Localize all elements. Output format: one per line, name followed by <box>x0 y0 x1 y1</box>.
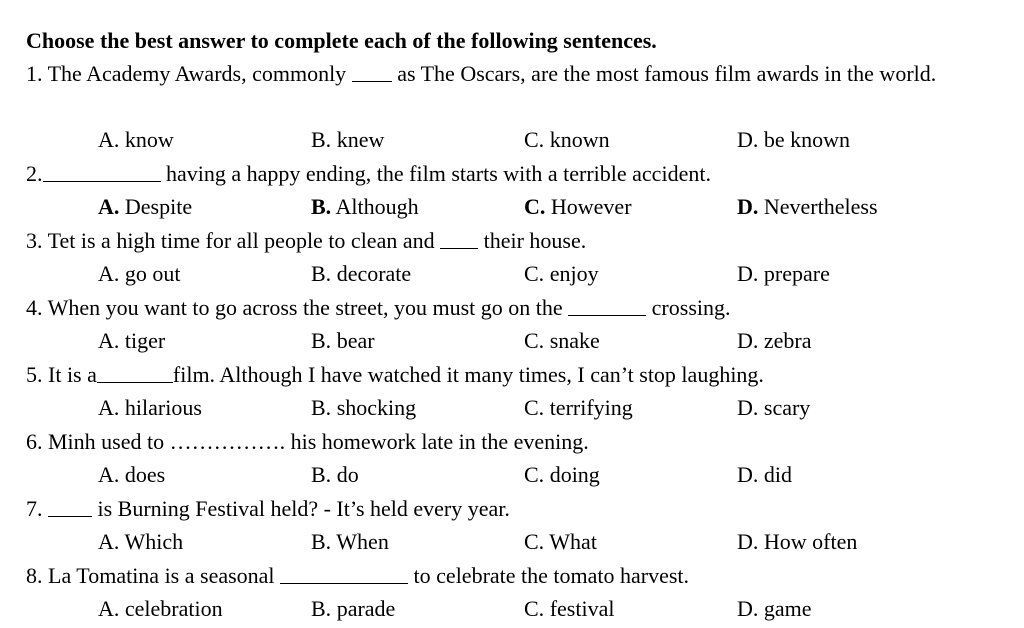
option-b[interactable] <box>311 257 524 291</box>
option-a[interactable] <box>98 391 311 425</box>
option-text: game <box>758 596 812 621</box>
option-text: However <box>545 194 632 219</box>
option-letter: A. <box>98 529 120 554</box>
options-8 <box>26 592 1016 626</box>
option-letter: C. <box>524 127 545 152</box>
option-letter: D. <box>737 127 759 152</box>
option-text: terrifying <box>544 395 633 420</box>
question-text-before: Minh used to <box>42 429 170 454</box>
option-d[interactable] <box>737 123 950 157</box>
option-letter: A. <box>98 596 120 621</box>
option-letter: C. <box>524 529 545 554</box>
option-text: Which <box>119 529 184 554</box>
option-text: decorate <box>331 261 412 286</box>
options-3 <box>26 257 1016 291</box>
options-5 <box>26 391 1016 425</box>
options-4 <box>26 324 1016 358</box>
option-text: zebra <box>758 328 812 353</box>
option-a[interactable] <box>98 123 311 157</box>
option-d[interactable] <box>737 257 950 291</box>
question-text-after: as The Oscars, are the most famous film awards in the world. <box>391 61 937 86</box>
option-letter: B. <box>311 194 332 219</box>
question-6 <box>26 425 1016 458</box>
question-text-after: crossing. <box>646 295 731 320</box>
question-text-after: is Burning Festival held? - It’s held every year. <box>92 496 510 521</box>
option-text: does <box>119 462 166 487</box>
option-c[interactable] <box>524 190 737 224</box>
option-letter: C. <box>524 596 545 621</box>
option-b[interactable] <box>311 190 524 224</box>
options-1 <box>26 123 1016 157</box>
question-number: 3. <box>26 228 43 253</box>
instruction-heading: Choose the best answer to complete each of the following sentences. <box>26 28 657 53</box>
option-letter: B. <box>311 261 332 286</box>
option-text: go out <box>119 261 181 286</box>
question-8 <box>26 559 1016 592</box>
option-text: bear <box>331 328 375 353</box>
question-3 <box>26 224 1016 257</box>
option-letter: B. <box>311 127 332 152</box>
option-letter: A. <box>98 194 120 219</box>
option-text: did <box>758 462 793 487</box>
option-b[interactable] <box>311 123 524 157</box>
question-7 <box>26 492 1016 525</box>
option-text: prepare <box>758 261 830 286</box>
option-c[interactable] <box>524 324 737 358</box>
option-a[interactable] <box>98 525 311 559</box>
option-text: shocking <box>331 395 417 420</box>
option-text: celebration <box>119 596 223 621</box>
option-letter: A. <box>98 261 120 286</box>
worksheet <box>26 25 1016 626</box>
option-a[interactable] <box>98 592 311 626</box>
option-letter: D. <box>737 462 759 487</box>
option-text: Despite <box>119 194 193 219</box>
question-text-after: having a happy ending, the film starts with a terrible accident. <box>160 161 711 186</box>
option-d[interactable] <box>737 391 950 425</box>
option-letter: D. <box>737 596 759 621</box>
option-c[interactable] <box>524 257 737 291</box>
option-b[interactable] <box>311 324 524 358</box>
answer-blank[interactable] <box>97 360 173 383</box>
option-text: parade <box>331 596 396 621</box>
option-text: hilarious <box>119 395 202 420</box>
option-d[interactable] <box>737 190 950 224</box>
question-text-before: Tet is a high time for all people to clean and <box>42 228 441 253</box>
answer-blank[interactable]: ……………. <box>169 429 286 454</box>
question-number: 8. <box>26 563 43 588</box>
option-d[interactable] <box>737 458 950 492</box>
option-a[interactable] <box>98 190 311 224</box>
option-c[interactable] <box>524 592 737 626</box>
option-text: snake <box>544 328 600 353</box>
question-2 <box>26 157 1016 190</box>
option-d[interactable] <box>737 525 950 559</box>
option-text: Nevertheless <box>758 194 878 219</box>
option-text: Although <box>331 194 419 219</box>
option-letter: D. <box>737 194 759 219</box>
option-c[interactable] <box>524 123 737 157</box>
option-letter: C. <box>524 395 545 420</box>
options-6 <box>26 458 1016 492</box>
option-text: be known <box>758 127 851 152</box>
option-text: What <box>544 529 597 554</box>
question-text-after: to celebrate the tomato harvest. <box>408 563 690 588</box>
option-b[interactable] <box>311 525 524 559</box>
option-letter: B. <box>311 529 332 554</box>
answer-blank[interactable] <box>43 159 161 182</box>
option-letter: A. <box>98 462 120 487</box>
option-letter: D. <box>737 328 759 353</box>
option-letter: A. <box>98 395 120 420</box>
question-5 <box>26 358 1016 391</box>
option-letter: D. <box>737 529 759 554</box>
question-number: 7. <box>26 496 43 521</box>
answer-blank[interactable] <box>352 59 392 82</box>
option-a[interactable] <box>98 257 311 291</box>
option-text: enjoy <box>544 261 599 286</box>
option-d[interactable] <box>737 592 950 626</box>
option-letter: D. <box>737 395 759 420</box>
answer-blank[interactable] <box>440 226 478 249</box>
option-a[interactable] <box>98 324 311 358</box>
question-number: 1. <box>26 61 43 86</box>
question-text-before: The Academy Awards, commonly <box>42 61 352 86</box>
option-d[interactable] <box>737 324 950 358</box>
option-letter: C. <box>524 328 545 353</box>
option-c[interactable] <box>524 391 737 425</box>
answer-blank[interactable] <box>48 494 92 517</box>
question-text-after: his homework late in the evening. <box>285 429 589 454</box>
question-text-after: film. Although I have watched it many times, I can’t stop laughing. <box>172 362 764 387</box>
option-text: scary <box>758 395 811 420</box>
option-text: festival <box>544 596 615 621</box>
option-b[interactable] <box>311 391 524 425</box>
option-letter: A. <box>98 127 120 152</box>
question-number: 2. <box>26 161 43 186</box>
option-text: tiger <box>119 328 166 353</box>
option-text: do <box>331 462 359 487</box>
option-letter: C. <box>524 261 545 286</box>
option-text: known <box>544 127 610 152</box>
options-7 <box>26 525 1016 559</box>
option-text: knew <box>331 127 385 152</box>
answer-blank[interactable] <box>568 293 646 316</box>
option-c[interactable] <box>524 458 737 492</box>
question-text-before: It is a <box>42 362 97 387</box>
option-letter: A. <box>98 328 120 353</box>
answer-blank[interactable] <box>280 561 408 584</box>
question-text-after: their house. <box>478 228 587 253</box>
option-letter: B. <box>311 328 332 353</box>
option-c[interactable] <box>524 525 737 559</box>
option-letter: C. <box>524 194 546 219</box>
option-letter: C. <box>524 462 545 487</box>
option-a[interactable] <box>98 458 311 492</box>
question-4 <box>26 291 1016 324</box>
option-letter: D. <box>737 261 759 286</box>
options-2 <box>26 190 1016 224</box>
question-number: 6. <box>26 429 43 454</box>
option-text: When <box>331 529 389 554</box>
question-number: 4. <box>26 295 43 320</box>
option-letter: B. <box>311 395 332 420</box>
option-text: How often <box>758 529 858 554</box>
question-number: 5. <box>26 362 43 387</box>
question-text-before: When you want to go across the street, you must go on the <box>42 295 569 320</box>
question-1 <box>26 57 1016 123</box>
question-text-before: La Tomatina is a seasonal <box>42 563 281 588</box>
option-text: doing <box>544 462 600 487</box>
option-b[interactable] <box>311 592 524 626</box>
option-letter: B. <box>311 462 332 487</box>
option-letter: B. <box>311 596 332 621</box>
option-b[interactable] <box>311 458 524 492</box>
option-text: know <box>119 127 174 152</box>
